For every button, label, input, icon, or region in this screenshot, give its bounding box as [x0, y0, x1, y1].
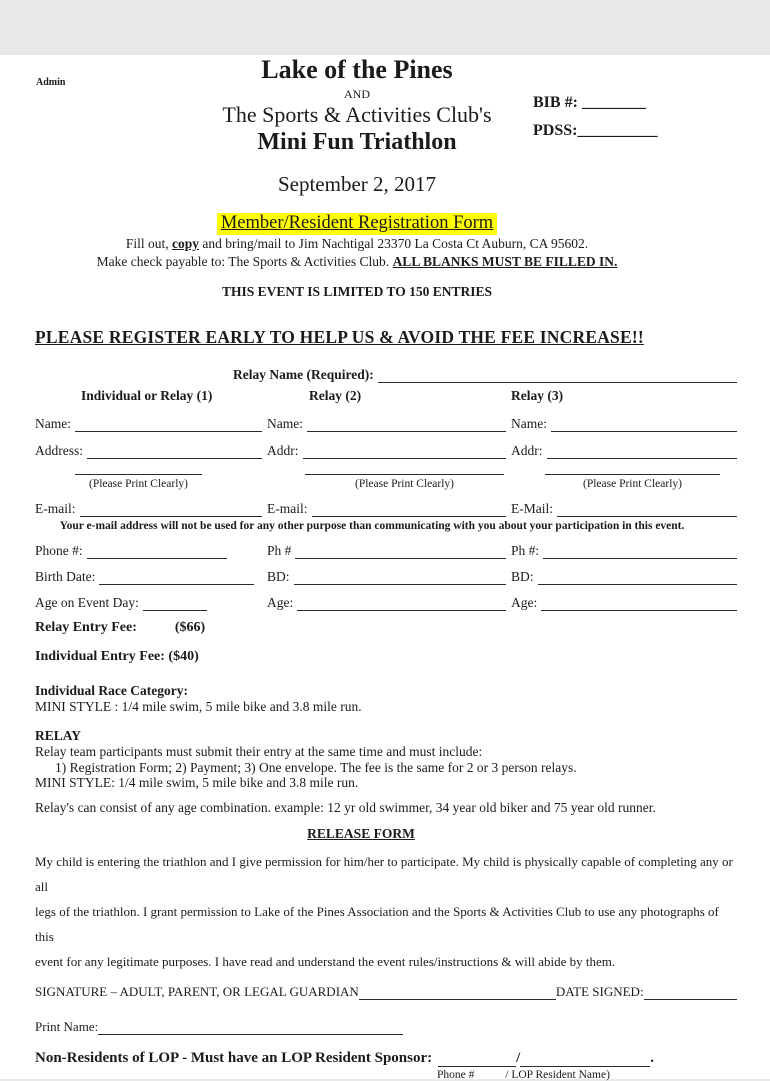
register-early-headline: PLEASE REGISTER EARLY TO HELP US & AVOID THE FEE INCREASE!!: [35, 327, 644, 347]
name-label-3: Name:: [511, 416, 547, 431]
name-field-2[interactable]: [307, 420, 506, 432]
release-line-3: event for any legitimate purposes. I have read and understand the event rules/instructions & will abide by them.: [35, 953, 616, 969]
age-label-3: Age:: [511, 595, 538, 610]
name-label-2: Name:: [267, 416, 303, 431]
relay-name-label: Relay Name (Required):: [233, 367, 374, 382]
sponsor-period: .: [650, 1049, 655, 1066]
event-title: Mini Fun Triathlon: [257, 129, 457, 155]
email-privacy-note: Your e-mail address will not be used for any other purpose than communicating with you about your participation in this event.: [59, 520, 685, 532]
registration-form-page: [0, 55, 770, 1079]
release-line-1: My child is entering the triathlon and I give permission for him/her to participate. My child is physically capable of completing any or all: [35, 853, 733, 894]
print-clearly-row: [35, 459, 737, 490]
birthdate-label-1: Birth Date:: [35, 569, 96, 584]
sponsor-row: [35, 1050, 737, 1067]
phone-field-3[interactable]: [543, 547, 737, 559]
relay-rule-line-2: 1) Registration Form; 2) Payment; 3) One envelope. The fee is the same for 2 or 3 person relays.: [55, 759, 577, 775]
address-field-1[interactable]: [87, 447, 262, 459]
and-text: AND: [344, 87, 370, 101]
release-form-title: RELEASE FORM: [307, 825, 415, 841]
date-signed-field[interactable]: [644, 988, 737, 1000]
phone-field-2[interactable]: [295, 547, 506, 559]
phone-label-3: Ph #:: [511, 543, 540, 558]
email-field-3[interactable]: [557, 505, 737, 517]
age-field-2[interactable]: [297, 599, 506, 611]
email-field-2[interactable]: [312, 505, 507, 517]
address-row: [35, 443, 737, 459]
column-header-individual: Individual or Relay (1): [81, 388, 213, 403]
print-name-field[interactable]: [98, 1024, 403, 1035]
birthdate-label-2: BD:: [267, 569, 290, 584]
name-field-1[interactable]: [75, 420, 262, 432]
age-label-2: Age:: [267, 595, 294, 610]
sponsor-slash: /: [516, 1049, 521, 1066]
org-title: Lake of the Pines: [261, 55, 453, 84]
email-row: [35, 501, 737, 517]
age-row: [35, 595, 737, 611]
relay-fee-label: Relay Entry Fee:: [35, 620, 137, 635]
column-headers-row: [35, 383, 737, 404]
print-name-label: Print Name:: [35, 1018, 99, 1034]
address-label-2: Addr:: [267, 443, 299, 458]
release-line-2: legs of the triathlon. I grant permission to Lake of the Pines Association and the Sports & Activities Club to use any photographs of this: [35, 903, 719, 944]
admin-label: Admin: [36, 77, 66, 88]
sponsor-name-field[interactable]: [520, 1056, 650, 1067]
birthdate-row: [35, 569, 737, 585]
column-header-relay3: Relay (3): [511, 388, 564, 403]
age-label-1: Age on Event Day:: [35, 595, 139, 610]
birthdate-field-1[interactable]: [99, 573, 254, 585]
print-clearly-caption-2: (Please Print Clearly): [305, 474, 504, 490]
age-field-1[interactable]: [143, 599, 207, 611]
all-blanks-emphasis: ALL BLANKS MUST BE FILLED IN.: [392, 254, 618, 269]
pdss-blank-field[interactable]: __________: [577, 122, 658, 139]
sponsor-phone-field[interactable]: [438, 1056, 516, 1067]
sponsor-label: Non-Residents of LOP - Must have an LOP Resident Sponsor:: [35, 1049, 433, 1066]
sponsor-caption: [437, 1069, 737, 1081]
sponsor-caption-phone: Phone #: [437, 1068, 475, 1081]
bib-label: BIB #:: [533, 94, 578, 111]
bib-blank-field[interactable]: ________: [581, 94, 646, 111]
signature-field[interactable]: [359, 989, 556, 1000]
event-date: September 2, 2017: [277, 172, 437, 196]
instruction-line-1: Fill out, copy and bring/mail to Jim Nachtigal 23370 La Costa Ct Auburn, CA 95602.: [125, 236, 589, 251]
birthdate-label-3: BD:: [511, 569, 534, 584]
club-title: The Sports & Activities Club's: [222, 102, 492, 127]
date-signed-label: DATE SIGNED:: [555, 983, 644, 999]
name-label-1: Name:: [35, 416, 71, 431]
relay-age-note: Relay's can consist of any age combination. example: 12 yr old swimmer, 34 year old biker and 75 year old runner.: [35, 799, 656, 815]
address-label-3: Addr:: [511, 443, 543, 458]
name-field-3[interactable]: [551, 420, 737, 432]
relay-name-row: [35, 367, 737, 383]
email-field-1[interactable]: [80, 505, 263, 517]
print-clearly-caption-1: (Please Print Clearly): [75, 474, 202, 490]
instruction-line-2: Make check payable to: The Sports & Activities Club. ALL BLANKS MUST BE FILLED IN.: [96, 254, 618, 269]
registration-form-title: Member/Resident Registration Form: [217, 213, 497, 235]
birthdate-field-3[interactable]: [538, 573, 737, 585]
copy-emphasis: copy: [171, 236, 199, 251]
relay-fee-amount: ($66): [174, 620, 206, 635]
phone-field-1[interactable]: [87, 547, 227, 559]
relay-name-field[interactable]: [378, 371, 737, 383]
relay-section-title: RELAY: [35, 728, 82, 743]
entry-limit-notice: THIS EVENT IS LIMITED TO 150 ENTRIES: [221, 284, 493, 299]
phone-row: [35, 543, 737, 559]
name-row: [35, 416, 737, 432]
phone-label-1: Phone #:: [35, 543, 83, 558]
pdss-label: PDSS:: [533, 122, 578, 139]
column-header-relay2: Relay (2): [309, 388, 362, 403]
address-field-2[interactable]: [303, 447, 507, 459]
phone-label-2: Ph #: [267, 543, 292, 558]
signature-row: [35, 984, 737, 1000]
relay-rule-line-1: Relay team participants must submit their entry at the same time and must include:: [35, 744, 483, 759]
relay-fee-line: [35, 620, 737, 636]
print-clearly-caption-3: (Please Print Clearly): [545, 474, 720, 490]
race-category-title: Individual Race Category:: [35, 683, 188, 698]
birthdate-field-2[interactable]: [294, 573, 506, 585]
relay-rule-line-3: MINI STYLE: 1/4 mile swim, 5 mile bike and 3.8 mile run.: [35, 775, 359, 790]
email-label-3: E-Mail:: [511, 501, 553, 516]
signature-label: SIGNATURE – ADULT, PARENT, OR LEGAL GUARDIAN: [35, 983, 359, 999]
race-category-mini-style: MINI STYLE : 1/4 mile swim, 5 mile bike and 3.8 mile run.: [35, 699, 362, 714]
print-name-row: [35, 1019, 737, 1035]
sponsor-caption-name: / LOP Resident Name): [505, 1068, 610, 1081]
email-label-1: E-mail:: [35, 501, 76, 516]
age-field-3[interactable]: [541, 599, 737, 611]
release-paragraph: [35, 849, 737, 974]
address-label-1: Address:: [35, 443, 83, 458]
address-field-3[interactable]: [547, 447, 738, 459]
individual-fee-line: Individual Entry Fee: ($40): [35, 649, 199, 664]
email-label-2: E-mail:: [267, 501, 308, 516]
